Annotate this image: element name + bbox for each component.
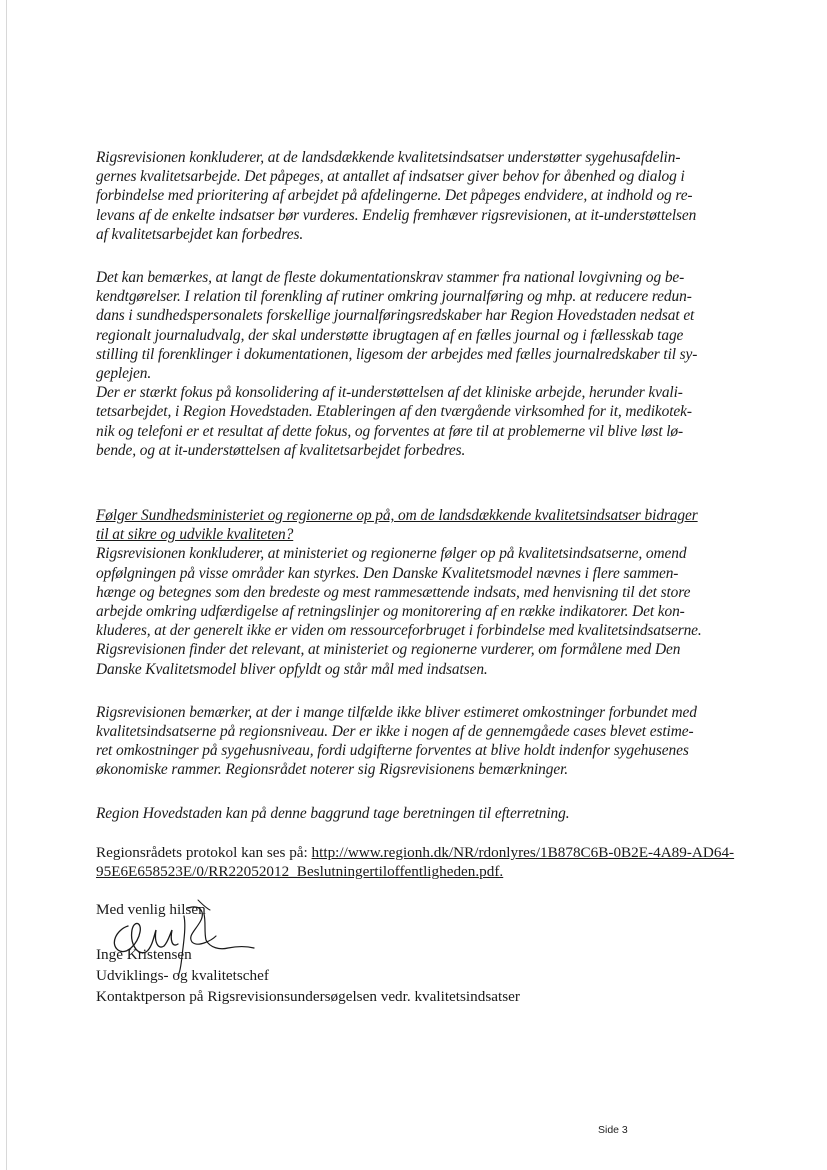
- scan-edge-line: [6, 0, 7, 1170]
- paragraph-documentation-requirements: Det kan bemærkes, at langt de fleste dokumentationskrav stammer fra national lovgivning og be- kendtgørelser. I relation til forenkling af rutiner omkring journalføring og mhp. at reducere redun- dans i sundhedspersonalets forskellige journalføringsredskaber har Region Hovedstaden nedsat et regionalt journaludvalg, der skal understøtte ibrugtagen af en fælles journal og i fællesskab tage stilling til forenklinger i dokumentationen, ligesom der arbejdes med fælles journalredskaber til sy- geplejen. Der er stærkt fokus på konsolidering af it-understøttelsen af det kliniske arbejde, herunder kvali- tetsarbejdet, i Region Hovedstaden. Etableringen af den tværgående virksomhed for it, medikotek- nik og telefoni er et resultat af dette fokus, og forventes at føre til at problemerne vil blive løst lø- bende, og at it-understøttelsen af kvalitetsarbejdet forbedres.: [96, 269, 698, 459]
- signature-block: [96, 899, 696, 1007]
- protocol-prefix: Regionsrådets protokol kan ses på:: [96, 843, 312, 861]
- closing-greeting: Med venlig hilsen: [96, 901, 206, 918]
- paragraph-follow-up: Rigsrevisionen konkluderer, at ministeriet og regionerne følger op på kvalitetsindsatserne, omend opfølgningen på visse områder kan styrkes. Den Danske Kvalitetsmodel nævnes i flere sammen- hænge og betegnes som den bredeste og mest rammesættende indsats, med henvisning til det store arbejde omkring udfærdigelse af retningslinjer og monitorering af en række indikatorer. Det kon- kluderes, at der generelt ikke er viden om ressourceforbruget i forbindelse med kvalitetsindsatserne. Rigsrevisionen finder det relevant, at ministeriet og regionerne vurderer, om formålene med Den Danske Kvalitetsmodel bliver opfyldt og står mål med indsatsen.: [96, 545, 702, 678]
- signer-role: Kontaktperson på Rigsrevisionsundersøgelsen vedr. kvalitetsindsatser: [96, 988, 520, 1005]
- signer-title: Udviklings- og kvalitetschef: [96, 967, 269, 984]
- protocol-reference: [96, 843, 768, 882]
- signer-name: Inge Kristensen: [96, 946, 192, 963]
- protocol-link[interactable]: http://www.regionh.dk/NR/rdonlyres/1B878C6B-0B2E-4A89-AD64- 95E6E658523E/0/RR22052012_Beslutningertiloffentligheden.pdf.: [96, 843, 735, 881]
- letter-body: [96, 148, 768, 882]
- paragraph-conclusion: Region Hovedstaden kan på denne baggrund tage beretningen til efterretning.: [96, 804, 570, 822]
- section-question-heading: Følger Sundhedsministeriet og regionerne op på, om de landsdækkende kvalitetsindsatser bidrager til at sikre og udvikle kvaliteten?: [96, 507, 698, 544]
- paragraph-conclusion-support: Rigsrevisionen konkluderer, at de landsdækkende kvalitetsindsatser understøtter sygehusafdelin- gernes kvalitetsarbejde. Det påpeges, at antallet af indsatser giver behov for åbenhed og dialog i forbindelse med prioritering af arbejdet på afdelingerne. Det påpeges endvidere, at indhold og re- levans af de enkelte indsatser bør vurderes. Endelig fremhæver rigsrevisionen, at it-understøttelsen af kvalitetsarbejdet kan forbedres.: [96, 149, 697, 243]
- page-number: Side 3: [598, 1124, 628, 1136]
- paragraph-costs: Rigsrevisionen bemærker, at der i mange tilfælde ikke bliver estimeret omkostninger forbundet med kvalitetsindsatserne på regionsniveau. Der er ikke i nogen af de gennemgåede cases blevet estime- ret omkostninger på sygehusniveau, fordi udgifterne forventes at blive holdt indenfor sygehusenes økonomiske rammer. Regionsrådet noterer sig Rigsrevisionens bemærkninger.: [96, 703, 697, 779]
